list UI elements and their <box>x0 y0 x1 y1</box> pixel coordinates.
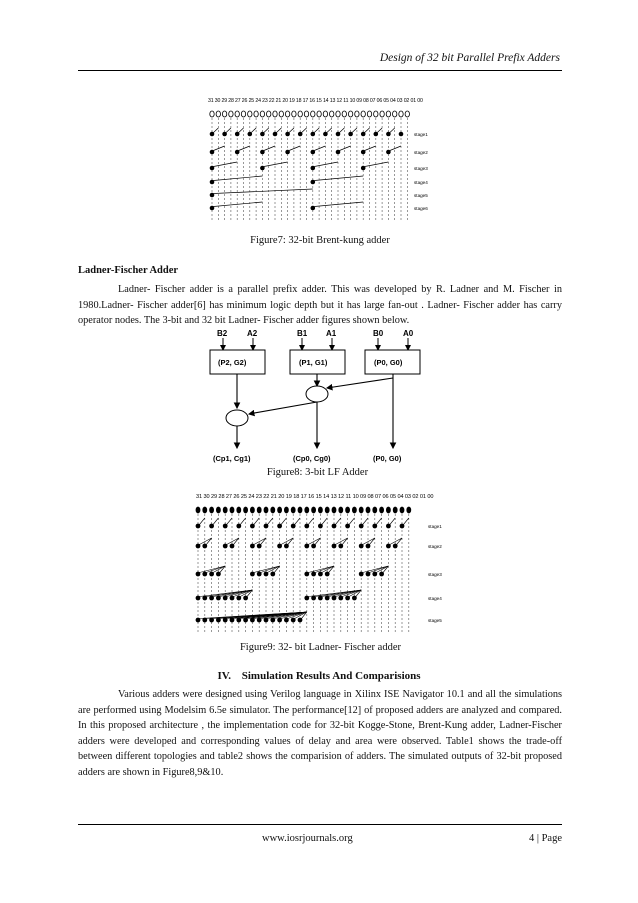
fig7-input-node <box>304 111 308 117</box>
fig7-stage-label: stage2 <box>414 150 428 155</box>
fig8-input-a2: A2 <box>247 329 258 338</box>
fig7-input-node <box>323 111 327 117</box>
fig7-input-node <box>367 111 371 117</box>
section-number: IV. <box>217 670 231 682</box>
fig9-input-node <box>264 507 269 514</box>
section-heading-ladner-fischer: Ladner-Fischer Adder <box>78 265 179 276</box>
fig7-input-node <box>216 111 220 117</box>
simulation-paragraph <box>78 687 562 781</box>
fig7-input-node <box>279 111 283 117</box>
footer-page-number: 4 | Page <box>528 833 562 844</box>
fig7-input-node <box>260 111 264 117</box>
figure8-caption: Figure8: 3-bit LF Adder <box>266 467 369 478</box>
footer-rule <box>78 824 562 825</box>
fig8-box-label-p1g1: (P1, G1) <box>299 358 328 367</box>
fig9-input-node <box>345 507 350 514</box>
fig7-input-node <box>399 111 403 117</box>
ladner-fischer-paragraph <box>78 282 562 329</box>
fig7-prefix-node <box>399 132 404 137</box>
fig9-input-node <box>230 507 235 514</box>
fig7-input-node <box>267 111 271 117</box>
fig9-input-node <box>332 507 337 514</box>
fig9-input-node <box>325 507 330 514</box>
fig7-input-node <box>330 111 334 117</box>
fig9-input-node <box>379 507 384 514</box>
fig7-input-node <box>273 111 277 117</box>
fig9-input-node <box>270 507 275 514</box>
fig8-input-b2: B2 <box>217 329 228 338</box>
fig7-input-node <box>361 111 365 117</box>
fig7-input-node <box>229 111 233 117</box>
fig8-operator-node-1 <box>306 386 328 402</box>
figure7-caption: Figure7: 32-bit Brent-kung adder <box>250 235 390 246</box>
section-title: Simulation Results And Comparisions <box>241 670 421 682</box>
fig9-input-node <box>250 507 255 514</box>
figure7-brent-kung-diagram <box>200 94 440 229</box>
fig7-stage-label: stage5 <box>414 193 428 198</box>
fig9-input-node <box>196 507 201 514</box>
fig7-input-node <box>380 111 384 117</box>
fig9-input-node <box>298 507 303 514</box>
fig7-stage-label: stage1 <box>414 132 428 137</box>
fig9-input-node <box>406 507 411 514</box>
fig9-input-node <box>311 507 316 514</box>
fig7-input-node <box>336 111 340 117</box>
fig9-input-node <box>216 507 221 514</box>
fig7-input-node <box>342 111 346 117</box>
figure8-3bit-lf-diagram <box>205 326 430 466</box>
fig7-input-node <box>235 111 239 117</box>
fig9-stage-label: stage2 <box>428 544 442 549</box>
fig9-input-node <box>372 507 377 514</box>
ladner-fischer-text: Ladner- Fischer adder is a parallel prefix adder. This was developed by R. Ladner and M. Fischer in 1980.Ladner- Fischer adder[6] has minimum logic depth but it has large fan-out . Ladner- Fischer adder has carry operator nodes. The 3-bit and 32 bit Ladner- Fischer adder figures shown below. <box>78 284 562 327</box>
fig9-input-node <box>352 507 357 514</box>
fig7-stage-label: stage6 <box>414 206 428 211</box>
fig8-output-cp0cg0: (Cp0, Cg0) <box>293 454 331 463</box>
simulation-text: Various adders were designed using Verilog language in Xilinx ISE Navigator 10.1 and all the simulations are performed using Modelsim 6.5e simulator. The performance[12] of proposed adders are analyzed and compared. In this proposed architecture , the implementation code for 32-bit Kogge-Stone, Brent-Kung adder, Ladner-Fischer adders were developed and corresponding values of delay and area were observed. Table1 shows the trade-off between different topologies and table2 shows the comparision of adders. The simulated outputs of 32-bit proposed adders are shown in Figure8,9&10. <box>78 689 562 778</box>
fig9-input-node <box>277 507 282 514</box>
fig7-input-node <box>386 111 390 117</box>
figure9-ladner-fischer-diagram <box>188 490 453 638</box>
fig9-input-node <box>243 507 248 514</box>
fig9-input-node <box>386 507 391 514</box>
figure9-caption: Figure9: 32- bit Ladner- Fischer adder <box>239 642 402 653</box>
fig8-box-label-p2g2: (P2, G2) <box>218 358 247 367</box>
fig8-input-b0: B0 <box>373 329 384 338</box>
fig9-input-node <box>318 507 323 514</box>
section-heading-simulation <box>0 670 638 682</box>
fig9-stage-label: stage1 <box>428 524 442 529</box>
fig9-input-node <box>338 507 343 514</box>
fig7-stage-label: stage4 <box>414 180 428 185</box>
fig9-input-node <box>291 507 296 514</box>
fig9-stage-label: stage4 <box>428 596 442 601</box>
header-rule <box>78 70 562 71</box>
fig8-input-a0: A0 <box>403 329 414 338</box>
fig9-bit-labels: 31 30 29 28 27 26 25 24 23 22 21 20 19 18 17 16 15 14 13 12 11 10 09 08 07 06 05 04 03 02 01 00 <box>196 494 434 500</box>
fig7-input-node <box>241 111 245 117</box>
fig7-input-node <box>348 111 352 117</box>
fig7-input-node <box>355 111 359 117</box>
footer-site: www.iosrjournals.org <box>262 833 353 844</box>
fig9-input-node <box>304 507 309 514</box>
fig7-input-node <box>292 111 296 117</box>
fig8-output-p0g0: (P0, G0) <box>373 454 402 463</box>
fig7-input-node <box>311 111 315 117</box>
fig7-input-node <box>285 111 289 117</box>
fig9-input-node <box>393 507 398 514</box>
fig9-input-node <box>257 507 262 514</box>
fig7-input-node <box>222 111 226 117</box>
fig7-input-node <box>393 111 397 117</box>
fig7-input-node <box>405 111 409 117</box>
fig7-bit-labels: 31 30 29 28 27 26 25 24 23 22 21 20 19 18 17 16 15 14 13 12 11 10 09 08 07 06 05 04 03 02 01 00 <box>208 98 423 104</box>
fig7-input-node <box>298 111 302 117</box>
fig9-input-node <box>236 507 241 514</box>
fig7-input-node <box>374 111 378 117</box>
fig9-stage-label: stage5 <box>428 618 442 623</box>
fig7-input-node <box>254 111 258 117</box>
fig8-box-label-p0g0: (P0, G0) <box>374 358 403 367</box>
fig7-input-node <box>210 111 214 117</box>
fig9-input-node <box>284 507 289 514</box>
running-title: Design of 32 bit Parallel Prefix Adders <box>379 52 560 64</box>
fig7-input-node <box>317 111 321 117</box>
fig7-input-node <box>248 111 252 117</box>
fig9-input-node <box>359 507 364 514</box>
fig9-input-node <box>400 507 405 514</box>
fig8-output-cp1cg1: (Cp1, Cg1) <box>213 454 251 463</box>
fig8-input-b1: B1 <box>297 329 308 338</box>
fig8-operator-node-2 <box>226 410 248 426</box>
fig9-input-node <box>202 507 207 514</box>
fig9-input-node <box>209 507 214 514</box>
fig7-stage-label: stage3 <box>414 166 428 171</box>
fig9-stage-label: stage3 <box>428 572 442 577</box>
fig9-input-node <box>223 507 228 514</box>
fig9-input-node <box>366 507 371 514</box>
fig8-input-a1: A1 <box>326 329 337 338</box>
